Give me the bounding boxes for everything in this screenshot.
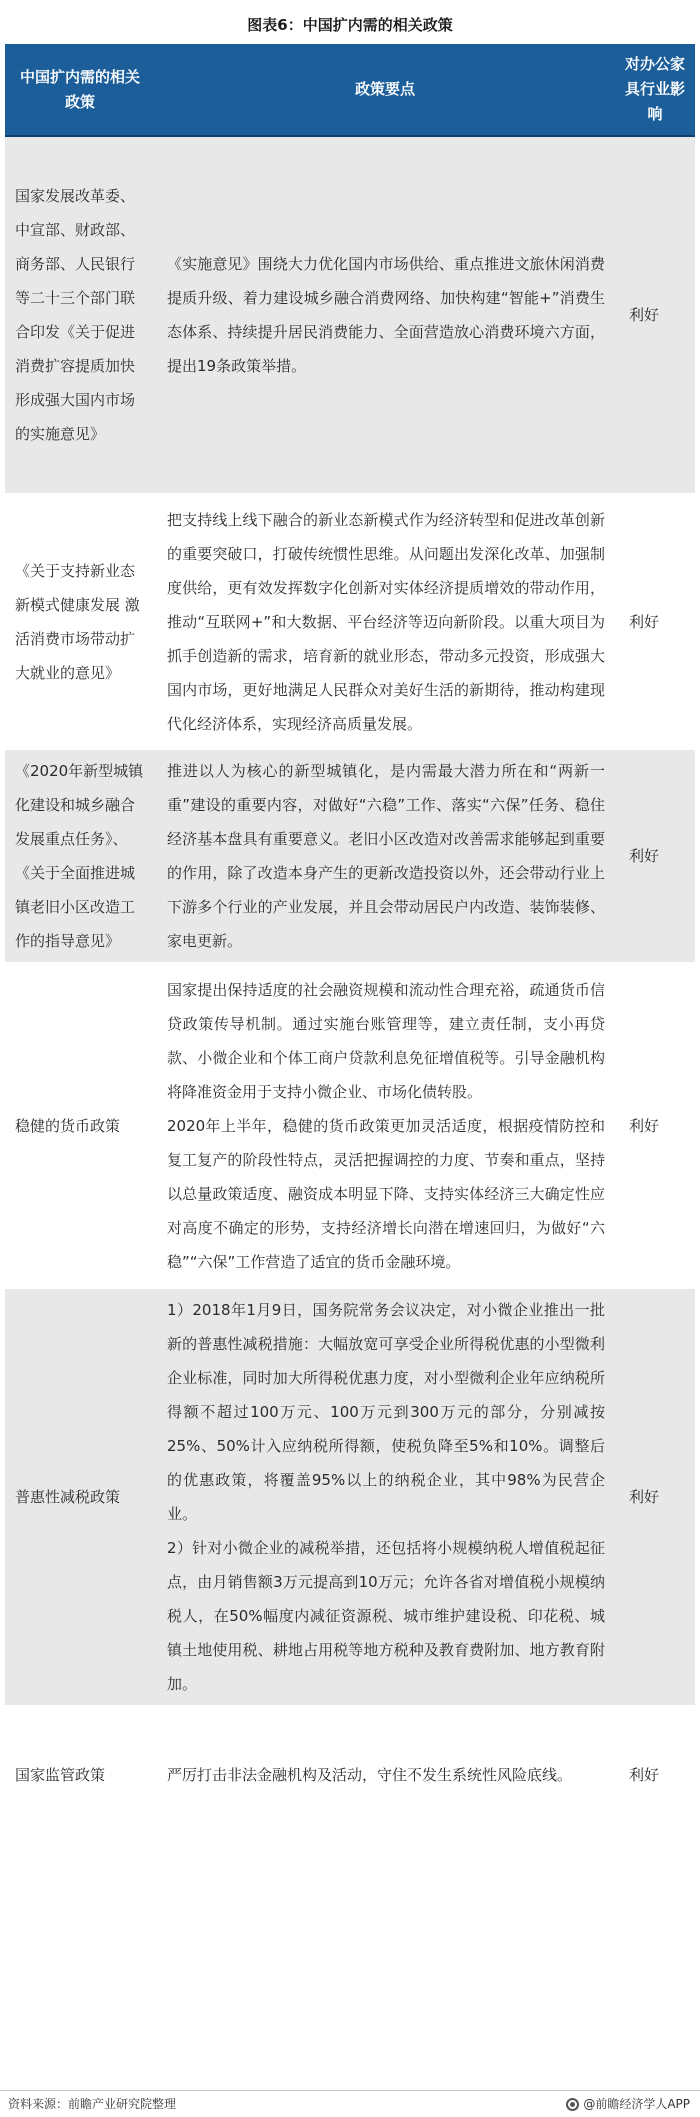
policy-table (5, 44, 695, 1845)
policy-points-cell (155, 750, 615, 962)
policy-point-paragraph: 推进以人为核心的新型城镇化，是内需最大潜力所在和“两新一重”建设的重要内容，对做好“六稳”工作、落实“六保”任务、稳住经济基本盘具有重要意义。老旧小区改造对改善需求能够起到重要的作用，除了改造本身产生的更新改造投资以外，还会带动行业上下游多个行业的产业发展，并且会带动居民户内改造、装饰装修、家电更新。 (167, 762, 605, 950)
policy-points-cell (155, 1289, 615, 1705)
policy-points-cell (155, 962, 615, 1289)
header-impact: 对办公家具行业影响 (615, 44, 695, 136)
impact-cell: 利好 (615, 1705, 695, 1845)
table-row (5, 1289, 695, 1705)
policy-name-cell: 《关于支持新业态新模式健康发展 激活消费市场带动扩大就业的意见》 (5, 493, 155, 750)
policy-points-cell (155, 1705, 615, 1845)
impact-cell: 利好 (615, 493, 695, 750)
impact-cell: 利好 (615, 962, 695, 1289)
table-body (5, 136, 695, 1845)
policy-point-paragraph: 1）2018年1月9日，国务院常务会议决定，对小微企业推出一批新的普惠性减税措施：大幅放宽可享受企业所得税优惠的小型微利企业标准，同时加大所得税优惠力度，对小型微利企业年应纳税所得额不超过100万元、100万元到300万元的部分，分别减按25%、50%计入应纳税所得额，使税负降至5%和10%。调整后的优惠政策，将覆盖95%以上的纳税企业，其中98%为民营企业。 (167, 1301, 605, 1523)
policy-name-cell: 国家发展改革委、中宣部、财政部、商务部、人民银行等二十三个部门联合印发《关于促进消费扩容提质加快形成强大国内市场的实施意见》 (5, 136, 155, 493)
brand (566, 2091, 690, 2117)
table-row (5, 962, 695, 1289)
policy-point-paragraph: 严厉打击非法金融机构及活动，守住不发生系统性风险底线。 (167, 1766, 573, 1784)
table-row (5, 1705, 695, 1845)
policy-point-paragraph: 2）针对小微企业的减税举措，还包括将小规模纳税人增值税起征点，由月销售额3万元提高到10万元；允许各省对增值税小规模纳税人，在50%幅度内减征资源税、城市维护建设税、印花税、城镇土地使用税、耕地占用税等地方税种及教育费附加、地方教育附加。 (167, 1539, 605, 1693)
table-row (5, 750, 695, 962)
qianzhan-logo-icon (566, 2098, 579, 2111)
brand-text: @前瞻经济学人APP (583, 2097, 690, 2111)
header-points: 政策要点 (155, 44, 615, 136)
policy-point-paragraph: 把支持线上线下融合的新业态新模式作为经济转型和促进改革创新的重要突破口，打破传统惯性思维。从问题出发深化改革、加强制度供给，更有效发挥数字化创新对实体经济提质增效的带动作用，推动“互联网+”和大数据、平台经济等迈向新阶段。以重大项目为抓手创造新的需求，培育新的就业形态，带动多元投资，形成强大国内市场，更好地满足人民群众对美好生活的新期待，推动构建现代化经济体系，实现经济高质量发展。 (167, 510, 605, 733)
policy-point-paragraph: 2020年上半年，稳健的货币政策更加灵活适度，根据疫情防控和复工复产的阶段性特点，灵活把握调控的力度、节奏和重点，坚持以总量政策适度、融资成本明显下降、支持实体经济三大确定性应对高度不确定的形势，支持经济增长向潜在增速回归，为做好“六稳”“六保”工作营造了适宜的货币金融环境。 (167, 1116, 605, 1271)
impact-cell: 利好 (615, 750, 695, 962)
policy-point-paragraph: 《实施意见》围绕大力优化国内市场供给、重点推进文旅休闲消费提质升级、着力建设城乡融合消费网络、加快构建“智能+”消费生态体系、持续提升居民消费能力、全面营造放心消费环境六方面，提出19条政策举措。 (167, 255, 605, 375)
policy-name-cell: 稳健的货币政策 (5, 962, 155, 1289)
header-policy: 中国扩内需的相关政策 (5, 44, 155, 136)
source-note: 资料来源：前瞻产业研究院整理 (8, 2097, 177, 2111)
policy-name-cell: 《2020年新型城镇化建设和城乡融合发展重点任务》、《关于全面推进城镇老旧小区改造工作的指导意见》 (5, 750, 155, 962)
policy-points-cell (155, 136, 615, 493)
impact-cell: 利好 (615, 1289, 695, 1705)
chart-title: 图表6：中国扩内需的相关政策 (247, 16, 453, 34)
table-row (5, 136, 695, 493)
footer (0, 2090, 700, 2117)
policy-points-cell (155, 493, 615, 750)
policy-name-cell: 国家监管政策 (5, 1705, 155, 1845)
table-header-row (5, 44, 695, 136)
impact-cell: 利好 (615, 136, 695, 493)
policy-name-cell: 普惠性减税政策 (5, 1289, 155, 1705)
policy-point-paragraph: 国家提出保持适度的社会融资规模和流动性合理充裕，疏通货币信贷政策传导机制。通过实施台账管理等，建立责任制，支小再贷款、小微企业和个体工商户贷款利息免征增值税等。引导金融机构将降准资金用于支持小微企业、市场化债转股。 (167, 980, 605, 1101)
table-row (5, 493, 695, 750)
